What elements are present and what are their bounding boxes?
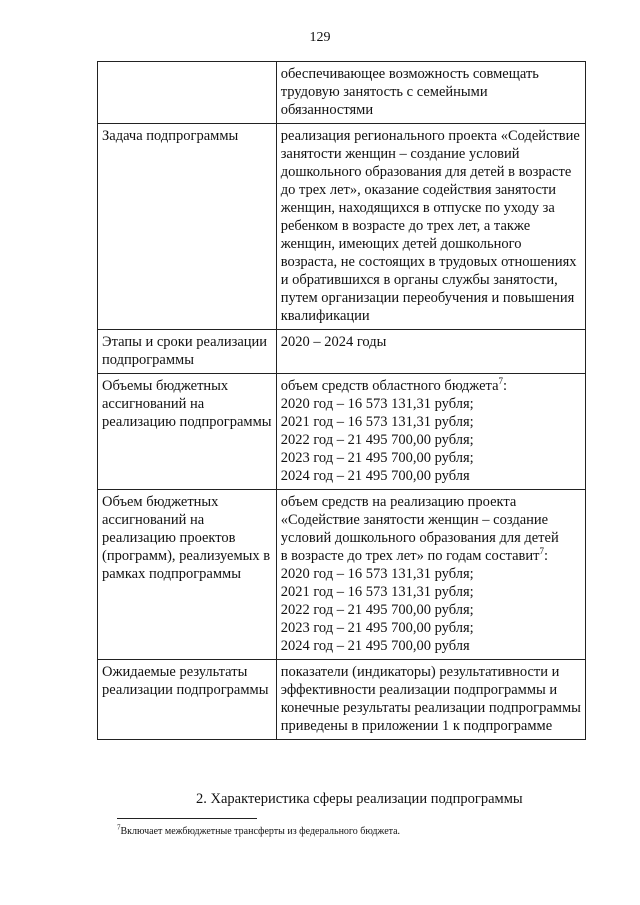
text-line: 2021 год – 16 573 131,31 рубля; [280,584,474,600]
section-heading: 2. Характеристика сферы реализации подпрограммы [196,791,523,807]
text-line: условий дошкольного образования для детей [280,530,559,546]
row-value [276,374,585,490]
row-label: Ожидаемые результаты реализации подпрограммы [98,660,277,740]
row-label: Объемы бюджетных ассигнований на реализацию подпрограммы [98,374,277,490]
footnote-mark: 7 [539,546,544,557]
table-row [98,330,586,374]
text-line: обязанностями [280,102,374,118]
row-value [276,330,585,374]
subprogram-passport-table [97,61,586,740]
text-line: 2022 год – 21 495 700,00 рубля; [280,602,474,618]
table-row [98,490,586,660]
table-row [98,660,586,740]
text-line: объем средств на реализацию проекта [280,494,517,510]
text-line: 2020 – 2024 годы [280,334,387,350]
row-label [98,62,277,124]
text-line: «Содействие занятости женщин – создание [280,512,549,528]
text-line: ребенком в возрасте до трех лет, а также [280,218,531,234]
text-line: возраста, не состоящих в трудовых отношениях [280,254,577,270]
head-tail: : [543,548,549,564]
row-value [276,62,585,124]
footnote [117,823,401,837]
text-line: 2023 год – 21 495 700,00 рубля; [280,450,474,466]
text-line: 2022 год – 21 495 700,00 рубля; [280,432,474,448]
row-value [276,490,585,660]
footnote-mark: 7 [117,823,121,832]
text-line: до трех лет», оказание содействия занятости [280,182,556,198]
text-line: женщин, находящихся в отпуске по уходу за [280,200,555,216]
text-line: дошкольного образования для детей в возрасте [280,164,572,180]
text-line: приведены в приложении 1 к подпрограмме [280,718,553,734]
text-line: путем организации переобучения и повышения [280,290,575,306]
text-line: 2024 год – 21 495 700,00 рубля [280,468,470,484]
head-text: объем средств областного бюджета [280,378,499,394]
text-line [281,547,581,565]
row-value [276,660,585,740]
text-line: показатели (индикаторы) результативности и [280,664,560,680]
head-text: в возрасте до трех лет» по годам составит [280,548,540,564]
row-label: Задача подпрограммы [98,124,277,330]
text-line: 2021 год – 16 573 131,31 рубля; [280,414,474,430]
row-value [276,124,585,330]
footnote-text: Включает межбюджетные трансферты из федерального бюджета. [120,826,401,837]
text-line: квалификации [280,308,370,324]
text-line: женщин, имеющих детей дошкольного [280,236,522,252]
text-line: 2023 год – 21 495 700,00 рубля; [280,620,474,636]
table-row [98,124,586,330]
row-label: Этапы и сроки реализации подпрограммы [98,330,277,374]
row-label: Объем бюджетных ассигнований на реализацию проектов (программ), реализуемых в рамках подпрограммы [98,490,277,660]
head-tail: : [503,378,508,394]
text-line: 2020 год – 16 573 131,31 рубля; [280,566,474,582]
text-line: конечные результаты реализации подпрограммы [280,700,581,716]
text-line: занятости женщин – создание условий [280,146,520,162]
text-line: эффективности реализации подпрограммы и [280,682,558,698]
text-line [281,377,581,395]
text-line: трудовую занятость с семейными [280,84,488,100]
table-row [98,62,586,124]
text-line: 2024 год – 21 495 700,00 рубля [280,638,470,654]
text-line: 2020 год – 16 573 131,31 рубля; [280,396,474,412]
footnote-mark: 7 [498,376,504,387]
text-line: реализация регионального проекта «Содействие [280,128,580,144]
text-line: обеспечивающее возможность совмещать [280,66,539,82]
footnote-divider [117,818,257,819]
page-number: 129 [309,30,331,45]
text-line: и обратившихся в органы службы занятости, [280,272,558,288]
table-row [98,374,586,490]
